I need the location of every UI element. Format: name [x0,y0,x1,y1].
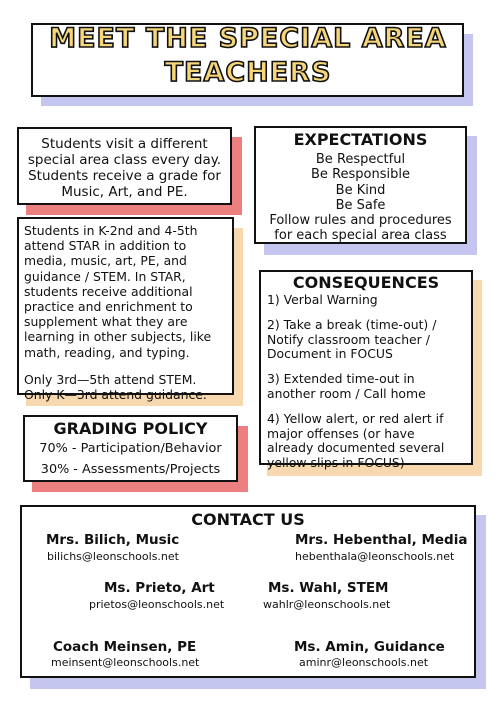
star-note: Only K—3rd attend guidance. [24,387,207,403]
teacher-name-art: Ms. Prieto, Art [104,580,215,596]
consequence-item: major offenses (or have [267,425,415,441]
star-line: guidance / STEM. In STAR, [24,268,186,284]
intro-text [19,136,230,200]
star-line: media, music, art, PE, and [24,253,187,269]
expectation-item: for each special area class [274,228,447,244]
teacher-name-music: Mrs. Bilich, Music [46,532,180,548]
consequence-item: yellow slips in FOCUS) [267,455,405,471]
consequence-item: 2) Take a break (time-out) / [267,316,437,332]
star-line: Students in K-2nd and 4-5th [24,223,198,238]
contact-heading: CONTACT US [191,510,305,529]
consequence-item: Document in FOCUS [267,346,393,362]
page-title [32,22,464,90]
teacher-name-guidance: Ms. Amin, Guidance [294,639,445,655]
teacher-email-music[interactable]: bilichs@leonschools.net [47,550,179,563]
expectation-item: Follow rules and procedures [269,213,452,229]
teacher-email-guidance[interactable]: aminr@leonschools.net [299,656,429,669]
consequences-list [267,293,471,471]
expectations-list [256,152,465,244]
star-line: practice and enrichment to [24,299,193,315]
teacher-email-art[interactable]: prietos@leonschools.net [89,598,225,611]
teacher-email-stem[interactable]: wahlr@leonschools.net [263,598,391,611]
spacer [24,360,232,372]
grading-heading: GRADING POLICY [53,419,208,438]
star-line: learning in other subjects, like [24,329,212,345]
expectations-heading: EXPECTATIONS [293,130,428,149]
expectation-item: Be Safe [335,197,386,213]
consequence-item: Notify classroom teacher / [267,331,430,347]
star-note: Only 3rd—5th attend STEM. [24,371,197,387]
star-text [24,223,232,402]
teacher-email-media[interactable]: hebenthala@leonschools.net [295,550,455,563]
grading-line-1: 70% - Participation/Behavior [39,441,222,456]
intro-line: special area class every day. [27,152,222,168]
intro-line: Music, Art, and PE. [61,184,188,200]
title-line-1: MEET THE SPECIAL AREA [49,23,447,54]
intro-line: Students receive a grade for [28,168,221,184]
teacher-name-pe: Coach Meinsen, PE [53,639,197,655]
title-line-2: TEACHERS [164,57,332,88]
expectation-item: Be Kind [335,182,386,198]
consequence-item: 3) Extended time-out in [267,371,415,387]
consequences-heading: CONSEQUENCES [292,273,440,292]
consequence-item: 1) Verbal Warning [267,292,378,307]
teacher-name-media: Mrs. Hebenthal, Media [295,532,468,548]
consequence-item: 4) Yellow alert, or red alert if [267,410,444,426]
star-line: math, reading, and typing. [24,344,190,360]
consequence-item: another room / Call home [267,385,426,401]
star-line: students receive additional [24,283,193,299]
expectation-item: Be Respectful [315,152,406,167]
intro-line: Students visit a different [41,136,208,152]
star-line: attend STAR in addition to [24,238,187,254]
grading-line-2: 30% - Assessments/Projects [40,462,221,477]
consequence-item: already documented several [267,440,445,456]
teacher-email-pe[interactable]: meinsent@leonschools.net [51,656,200,669]
teacher-name-stem: Ms. Wahl, STEM [268,580,389,596]
expectation-item: Be Responsible [311,167,410,183]
star-line: supplement what they are [24,314,188,330]
